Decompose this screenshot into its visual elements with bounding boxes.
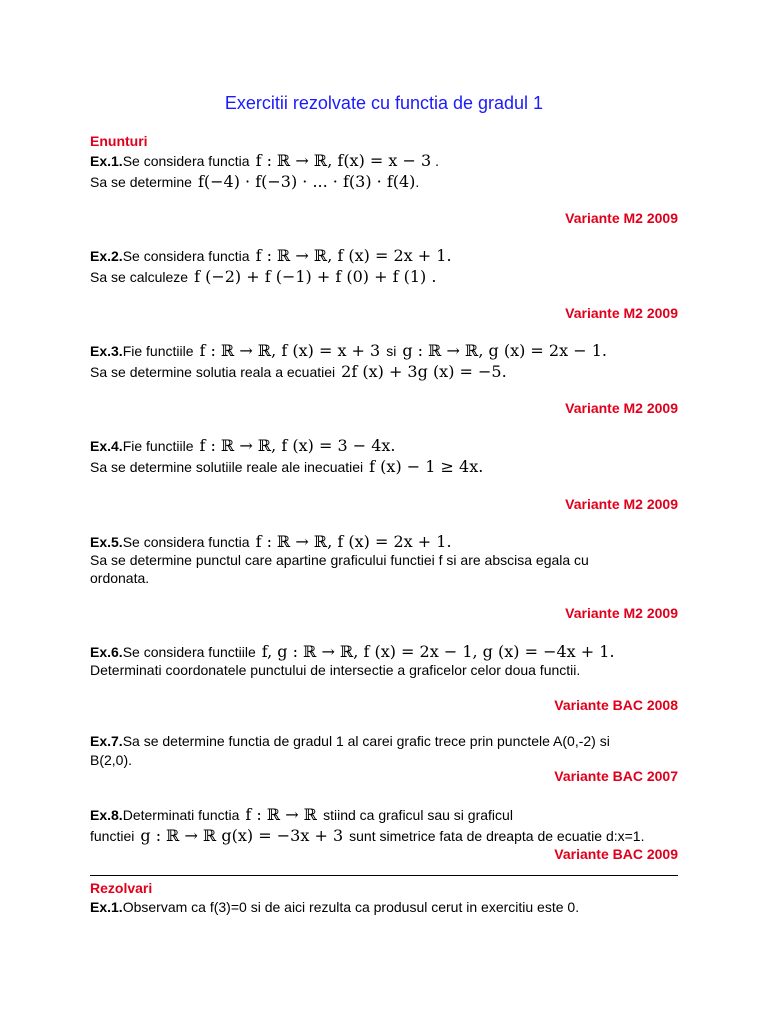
exercise-label: Ex.4. [90, 438, 123, 454]
exercise-2-source: Variante M2 2009 [565, 305, 678, 321]
exercise-label: Ex.2. [90, 248, 123, 264]
exercise-5-line-3: ordonata. [90, 570, 150, 586]
exercise-label: Ex.5. [90, 534, 123, 550]
exercise-7-line-2: B(2,0). [90, 752, 133, 768]
section-divider [90, 875, 678, 876]
exercise-3-source: Variante M2 2009 [565, 400, 678, 416]
exercise-1-source: Variante M2 2009 [565, 210, 678, 226]
solution-label: Ex.1. [90, 899, 123, 915]
math-formula: f : ℝ → ℝ, f (x) = 2x + 1. [255, 246, 452, 265]
math-formula: f : ℝ → ℝ [245, 805, 318, 824]
exercise-label: Ex.7. [90, 733, 123, 749]
exercise-label: Ex.8. [90, 807, 123, 823]
exercise-8-line-1: Ex.8.Determinati functia f : ℝ → ℝ stiind ca graficul sau si graficul [90, 805, 513, 824]
section-heading-enunturi: Enunturi [90, 133, 148, 149]
exercise-2-line-1: Ex.2.Se considera functia f : ℝ → ℝ, f (x) = 2x + 1. [90, 246, 452, 265]
exercise-1-line-2: Sa se determine f(−4) · f(−3) · ... · f(3) · f(4). [90, 172, 420, 191]
math-formula: g : ℝ → ℝ, g (x) = 2x − 1. [402, 341, 607, 360]
exercise-7-source: Variante BAC 2007 [554, 768, 678, 784]
exercise-5-line-1: Ex.5.Se considera functia f : ℝ → ℝ, f (x) = 2x + 1. [90, 532, 452, 551]
exercise-6-line-2: Determinati coordonatele punctului de intersectie a graficelor celor doua functii. [90, 662, 581, 678]
exercise-1-line-1: Ex.1.Se considera functia f : ℝ → ℝ, f(x) = x − 3 . [90, 151, 439, 170]
exercise-3-line-1: Ex.3.Fie functiile f : ℝ → ℝ, f (x) = x + 3 si g : ℝ → ℝ, g (x) = 2x − 1. [90, 341, 607, 360]
exercise-6-source: Variante BAC 2008 [554, 697, 678, 713]
math-formula: f (−2) + f (−1) + f (0) + f (1) . [194, 267, 437, 286]
section-heading-rezolvari: Rezolvari [90, 880, 153, 896]
exercise-label: Ex.1. [90, 153, 123, 169]
exercise-4-line-2: Sa se determine solutiile reale ale inecuatiei f (x) − 1 ≥ 4x. [90, 457, 484, 476]
exercise-6-line-1: Ex.6.Se considera functiile f, g : ℝ → ℝ, f (x) = 2x − 1, g (x) = −4x + 1. [90, 642, 615, 661]
math-formula: f, g : ℝ → ℝ, f (x) = 2x − 1, g (x) = −4x + 1. [261, 642, 615, 661]
math-formula: f : ℝ → ℝ, f (x) = x + 3 [199, 341, 381, 360]
solution-1-line: Ex.1.Observam ca f(3)=0 si de aici rezulta ca produsul cerut in exercitiu este 0. [90, 899, 580, 915]
exercise-8-line-2: functiei g : ℝ → ℝ g(x) = −3x + 3 sunt simetrice fata de dreapta de ecuatie d:x=1. [90, 826, 645, 845]
math-formula: f(−4) · f(−3) · ... · f(3) · f(4) [197, 172, 416, 191]
exercise-label: Ex.3. [90, 343, 123, 359]
exercise-2-line-2: Sa se calculeze f (−2) + f (−1) + f (0) + f (1) . [90, 267, 437, 286]
exercise-5-source: Variante M2 2009 [565, 605, 678, 621]
exercise-5-line-2: Sa se determine punctul care apartine graficului functiei f si are abscisa egala cu [90, 552, 589, 568]
exercise-label: Ex.6. [90, 644, 123, 660]
math-formula: 2f (x) + 3g (x) = −5. [341, 362, 507, 381]
math-formula: f (x) − 1 ≥ 4x. [369, 457, 484, 476]
exercise-3-line-2: Sa se determine solutia reala a ecuatiei 2f (x) + 3g (x) = −5. [90, 362, 507, 381]
exercise-8-source: Variante BAC 2009 [554, 846, 678, 862]
page-title: Exercitii rezolvate cu functia de gradul 1 [224, 93, 544, 113]
math-formula: f : ℝ → ℝ, f(x) = x − 3 [255, 151, 432, 170]
exercise-7-line-1: Ex.7.Sa se determine functia de gradul 1 al carei grafic trece prin punctele A(0,-2) si [90, 733, 610, 749]
exercise-4-line-1: Ex.4.Fie functiile f : ℝ → ℝ, f (x) = 3 − 4x. [90, 436, 396, 455]
math-formula: f : ℝ → ℝ, f (x) = 3 − 4x. [199, 436, 396, 455]
math-formula: f : ℝ → ℝ, f (x) = 2x + 1. [255, 532, 452, 551]
exercise-4-source: Variante M2 2009 [565, 496, 678, 512]
math-formula: g : ℝ → ℝ g(x) = −3x + 3 [140, 826, 344, 845]
